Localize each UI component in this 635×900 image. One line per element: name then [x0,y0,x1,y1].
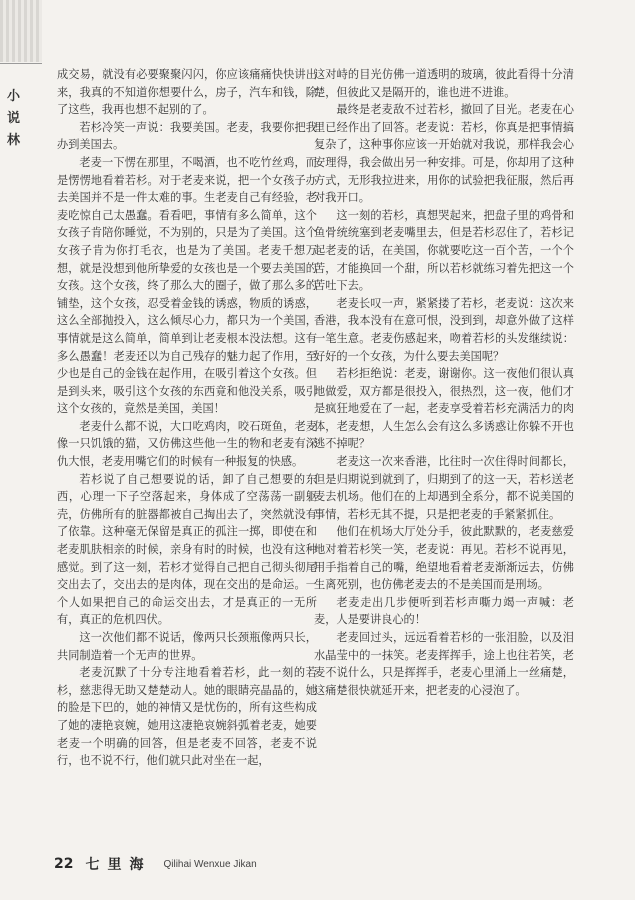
paragraph: 这对峙的目光仿佛一道透明的玻璃，彼此看得十分清楚，但彼此又是隔开的，谁也进不进谁。 [314,68,574,99]
paragraph: 老麦一下愣在那里，不喝酒，也不吃竹丝鸡，而是愣愣地看着若杉。对于老麦来说，把一个女孩子办去美国并不是一件太难的事。生老麦自己有经验，老麦吃惊自己太愚蠢。看看吧，事情有多么简单，这个女孩子肯陪你睡觉，不为别的，只是为了美国。这个女孩子肯为你打毛衣，也是为了美国。老麦千想万想，就是没想到他所挚爱的女孩也是一个要去美国的女孩。这个女孩，终了那么大的圈子，做了那么多的铺垫，这个女孩，忍受着金钱的诱惑，物质的诱惑，这么全部抛投入，这么倾尽心力，都只为一个美国，事情就是这么简单，简单到让老麦根本没法想。这有多么愚蠢！老麦还以为自己残存的魅力起了作用，至少也是自己的金钱在起作用，在吸引着这个女孩。但是到头来，吸引这个女孩的东西竟和他没关系，吸引这个女孩的，竟然是美国，美国！ [57,155,317,416]
paragraph: 若杉拒绝说：老麦，谢谢你。这一夜他们很认真地做爱，双方都是很投入，很热烈，这一夜，他们才是疯狂地爱在了一起，老麦享受着若杉充满活力的肉体，老麦想，人生怎么会有这么多诱惑让你躲不开也逃不掉呢？ [314,367,574,451]
paragraph: 最终是老麦敌不过若杉，撤回了目光。老麦在心里已经作出了回答。老麦说：若杉，你真是把事情搞复杂了，这种事你应该一开始就对我说，那样我会心安理得，我会做出另一种安排。可是，你却用了这种方式，无形我拉进来，用你的试验把我征服，然后再对我开口。 [314,103,574,205]
paragraph: 若杉说了自己想要说的话，卸了自己想要的东西，心理一下子空落起来，身体成了空荡荡一副躯壳，仿佛所有的脏器都被自己掏出去了，突然就没有了依靠。这种毫无保留是真正的孤注一掷，即使在和老麦肌肤相亲的时候，亲身有时的时候，也没有这种感觉。到了这一刻，若杉才觉得自己把自己彻头彻尾交出去了，交出去的是肉体，现在交出的是命运。一个人如果把自己的命运交出去，才是真正的一无所有，真正的危机四伏。 [57,472,317,627]
paragraph: 老麦回过头，远远看着若杉的一张泪脸，以及泪水晶莹中的一抹笑。老麦挥挥手，途上也往若笑，老麦不说什么，只是挥挥手，老麦心里涌上一丝痛楚，这痛楚很快就延开来，把老麦的心浸泡了。 [314,631,574,697]
paragraph: 老麦长叹一声，紧紧搂了若杉，老麦说：这次来香港，我本没有在意可恨，没到到，却意外做了这样一笔生意。老麦伤感起来，吻着若杉的头发继续说：好好的一个女孩，为什么要去美国呢？ [314,296,574,363]
header-rule [0,63,42,64]
paragraph: 成交易，就没有必要聚聚闪闪，你应该痛痛快快讲出来，我真的不知道你想要什么，房子，汽车和钱，除了这些，我再也想不起别的了。 [57,68,317,117]
page-footer [54,853,314,875]
paragraph: 老麦这一次来香港，比往时一次住得时间都长，但是归期说到就到了，归期到了的这一天，若杉送老麦去机场。他们在的上却遇到全系分，都不说美国的事情，若杉无其不提，只是把老麦的手紧紧抓住。 [314,455,574,521]
paragraph: 这一次他们都不说话，像两只长颈瓶像两只长，共同制造着一个无声的世界。 [57,631,317,662]
journal-title-en: Qilihai Wenxue Jikan [163,858,257,870]
paragraph: 若杉冷笑一声说：我要美国。老麦，我要你把我办到美国去。 [57,120,317,152]
page-number: 22 [54,856,74,872]
paragraph: 老麦什么都不说，大口吃鸡肉，咬石斑鱼，老麦像一只饥饿的猫，又仿佛这些他一生的物和老麦有深仇大恨，老麦用嘴它们的时候有一种报复的快感。 [57,419,317,469]
scan-edge-strip [0,0,42,62]
paragraph: 老麦走出几步便听到若杉声嘶力竭一声喊：老麦，人是要讲良心的！ [314,595,574,627]
left-column [57,66,317,770]
right-column [314,66,574,699]
paragraph: 老麦沉默了十分专注地看着若杉，此一刻的若杉，慈悲得无助又楚楚动人。她的眼睛亮晶晶的，她的脸是下巴的，她的神情又是忧伤的，所有这些构成了她的凄艳哀婉，她用这凄艳哀婉斜弧着老麦，她要老麦一个明确的回答，但是老麦不回答，老麦不说行，也不说不行，他们就只此对坐在一起， [57,666,317,768]
section-label: 小说林 [7,89,21,148]
paragraph: 他们在机场大厅处分手，彼此默默的，老麦慈爱地对着若杉笑一笑，老麦说：再见。若杉不说再见，用手指着自己的嘴，绝望地看着老麦渐渐远去，仿佛生离死别，也仿佛老麦去的不是美国而是刑场。 [314,525,574,592]
paragraph: 这一刻的若杉，真想哭起来，把盘子里的鸡骨和鱼骨统统塞到老麦嘴里去，但是若杉忍住了，若杉记起老麦的话，在美国，你就要吃这一百个苦，一个个苦，才能换回一个甜，所以若杉就练习着先把这一个苦吐下去。 [314,208,574,293]
journal-title-cn: 七里海 [85,857,152,873]
